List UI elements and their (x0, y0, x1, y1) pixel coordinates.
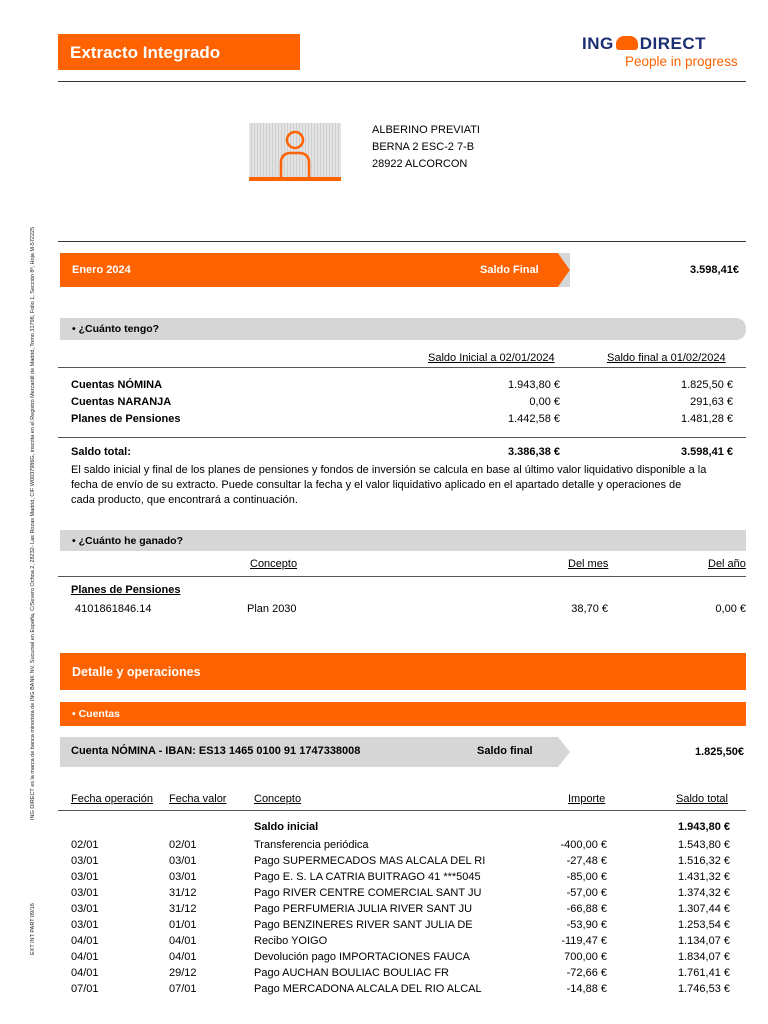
doc-ref: EXT INT PART 09/16 (30, 903, 36, 955)
total-initial: 3.386,38 € (508, 446, 560, 458)
cell-val: 02/01 (169, 839, 197, 851)
col-del-mes: Del mes (568, 558, 609, 570)
cell-balance: 1.307,44 € (678, 903, 730, 915)
cell-concept: Pago AUCHAN BOULIAC BOULIAC FR (254, 967, 450, 979)
legal-text: ING DIRECT es la marca de banca minorista de ING BANK NV, Sucursal en España, C/Severo Ochoa 2, 28232- Las Rozas Madrid, CIF W0037986G, inscrita en el Registro Mercantil de Madrid, Tomo 31798, Folio 1, Sección 8ª, Hoja M-572225 (30, 226, 36, 820)
table-row (0, 983, 768, 999)
divider (58, 576, 746, 577)
logo-text-right: DIRECT (639, 34, 707, 53)
logo-text-left: ING (582, 34, 614, 53)
saldo-inicial-value: 1.943,80 € (678, 821, 730, 833)
total-final: 3.598,41 € (681, 446, 733, 458)
table-row (0, 919, 768, 935)
plan-year: 0,00 € (715, 603, 746, 615)
section-detalle: Detalle y operaciones (60, 653, 746, 690)
cell-amount: -57,00 € (566, 887, 607, 899)
cell-op: 04/01 (71, 951, 99, 963)
cell-op: 03/01 (71, 887, 99, 899)
note-line: cada producto, que encontrará a continuación. (71, 494, 298, 506)
section-cuanto-tengo: • ¿Cuánto tengo? (60, 318, 746, 340)
table-row (0, 839, 768, 855)
cell-concept: Pago E. S. LA CATRIA BUITRAGO 41 ***5045 (254, 871, 481, 883)
cell-val: 04/01 (169, 951, 197, 963)
cell-balance: 1.134,07 € (678, 935, 730, 947)
avatar (249, 123, 341, 181)
cell-concept: Pago RIVER CENTRE COMERCIAL SANT JU (254, 887, 482, 899)
side-legal (28, 40, 34, 970)
cell-op: 03/01 (71, 919, 99, 931)
saldo-inicial-label: Saldo inicial (254, 821, 319, 833)
row-final: 291,63 € (690, 396, 733, 408)
table-row (0, 855, 768, 871)
cell-balance: 1.253,54 € (678, 919, 730, 931)
table-row (0, 967, 768, 983)
plan-id: 4101861846.14 (75, 603, 152, 615)
cell-concept: Pago MERCADONA ALCALA DEL RIO ALCAL (254, 983, 482, 995)
cell-balance: 1.543,80 € (678, 839, 730, 851)
col-fecha-operacion: Fecha operación (71, 793, 153, 805)
cell-concept: Recibo YOIGO (254, 935, 328, 947)
cell-op: 03/01 (71, 855, 99, 867)
logo-tagline: People in progress (625, 54, 738, 69)
divider (58, 437, 746, 438)
client-street: BERNA 2 ESC-2 7-B (372, 141, 475, 153)
cell-val: 31/12 (169, 903, 197, 915)
cell-val: 29/12 (169, 967, 197, 979)
lion-icon (616, 36, 638, 50)
operations-list (0, 839, 768, 1009)
cell-val: 31/12 (169, 887, 197, 899)
row-final: 1.481,28 € (681, 413, 733, 425)
cell-concept: Transferencia periódica (254, 839, 369, 851)
cell-balance: 1.431,32 € (678, 871, 730, 883)
cell-op: 02/01 (71, 839, 99, 851)
col-concepto: Concepto (250, 558, 298, 570)
cell-amount: -27,48 € (566, 855, 607, 867)
col-saldo-inicial: Saldo Inicial a 02/01/2024 (428, 352, 555, 364)
note (71, 463, 706, 508)
summary-period: Enero 2024 (72, 264, 131, 276)
table-row (0, 951, 768, 967)
table-row (0, 871, 768, 887)
person-icon (249, 123, 341, 181)
cell-amount: -400,00 € (560, 839, 607, 851)
plan-month: 38,70 € (571, 603, 608, 615)
cell-balance: 1.761,41 € (678, 967, 730, 979)
cell-concept: Devolución pago IMPORTACIONES FAUCA (254, 951, 471, 963)
cell-val: 07/01 (169, 983, 197, 995)
cell-op: 04/01 (71, 967, 99, 979)
cell-val: 03/01 (169, 871, 197, 883)
col-fecha-valor: Fecha valor (169, 793, 227, 805)
col-saldo-final: Saldo final a 01/02/2024 (607, 352, 726, 364)
total-label: Saldo total: (71, 446, 131, 458)
client-name: ALBERINO PREVIATI (372, 124, 480, 136)
row-label: Cuentas NARANJA (71, 396, 172, 408)
cell-balance: 1.746,53 € (678, 983, 730, 995)
table-row (0, 903, 768, 919)
summary-amount: 3.598,41€ (690, 264, 739, 276)
cell-op: 04/01 (71, 935, 99, 947)
ing-logo (582, 32, 742, 72)
cell-balance: 1.516,32 € (678, 855, 730, 867)
divider (58, 241, 746, 242)
client-city: 28922 ALCORCON (372, 158, 468, 170)
cell-amount: -66,88 € (566, 903, 607, 915)
page-title: Extracto Integrado (58, 34, 300, 70)
col-del-ano: Del año (708, 558, 746, 570)
row-final: 1.825,50 € (681, 379, 733, 391)
cell-op: 07/01 (71, 983, 99, 995)
row-initial: 1.943,80 € (508, 379, 560, 391)
cell-amount: -85,00 € (566, 871, 607, 883)
row-label: Cuentas NÓMINA (71, 379, 163, 391)
cell-val: 01/01 (169, 919, 197, 931)
account-amount: 1.825,50€ (695, 746, 744, 758)
cell-concept: Pago BENZINERES RIVER SANT JULIA DE (254, 919, 473, 931)
group-label: Planes de Pensiones (71, 584, 181, 596)
cell-balance: 1.834,07 € (678, 951, 730, 963)
summary-label: Saldo Final (480, 264, 539, 276)
cell-balance: 1.374,32 € (678, 887, 730, 899)
cell-amount: -53,90 € (566, 919, 607, 931)
cell-val: 04/01 (169, 935, 197, 947)
note-line: El saldo inicial y final de los planes de pensiones y fondos de inversión se calcula en base al último valor liquidativo disponible a la (71, 464, 707, 476)
note-line: fecha de envío de su extracto. Puede consultar la fecha y el valor liquidativo aplicado en el apartado detalle y operaciones de (71, 479, 682, 491)
client-address (372, 122, 480, 173)
cell-concept: Pago PERFUMERIA JULIA RIVER SANT JU (254, 903, 473, 915)
cell-concept: Pago SUPERMECADOS MAS ALCALA DEL RI (254, 855, 486, 867)
table-row (0, 887, 768, 903)
cell-amount: -14,88 € (566, 983, 607, 995)
row-initial: 0,00 € (529, 396, 560, 408)
col-importe: Importe (568, 793, 606, 805)
divider (58, 81, 746, 82)
cell-amount: 700,00 € (564, 951, 607, 963)
cell-amount: -72,66 € (566, 967, 607, 979)
account-name: Cuenta NÓMINA - IBAN: ES13 1465 0100 91 1747338008 (71, 745, 361, 757)
divider (58, 810, 746, 811)
cell-op: 03/01 (71, 871, 99, 883)
table-row (0, 935, 768, 951)
row-label: Planes de Pensiones (71, 413, 181, 425)
row-initial: 1.442,58 € (508, 413, 560, 425)
account-label: Saldo final (477, 745, 533, 757)
divider (58, 367, 746, 368)
col-concepto: Concepto (254, 793, 302, 805)
cell-op: 03/01 (71, 903, 99, 915)
col-saldo-total: Saldo total (676, 793, 728, 805)
section-cuentas: • Cuentas (60, 702, 746, 726)
section-cuanto-ganado: • ¿Cuánto he ganado? (60, 530, 746, 551)
cell-val: 03/01 (169, 855, 197, 867)
cell-amount: -119,47 € (561, 935, 607, 947)
plan-concept: Plan 2030 (247, 603, 297, 615)
